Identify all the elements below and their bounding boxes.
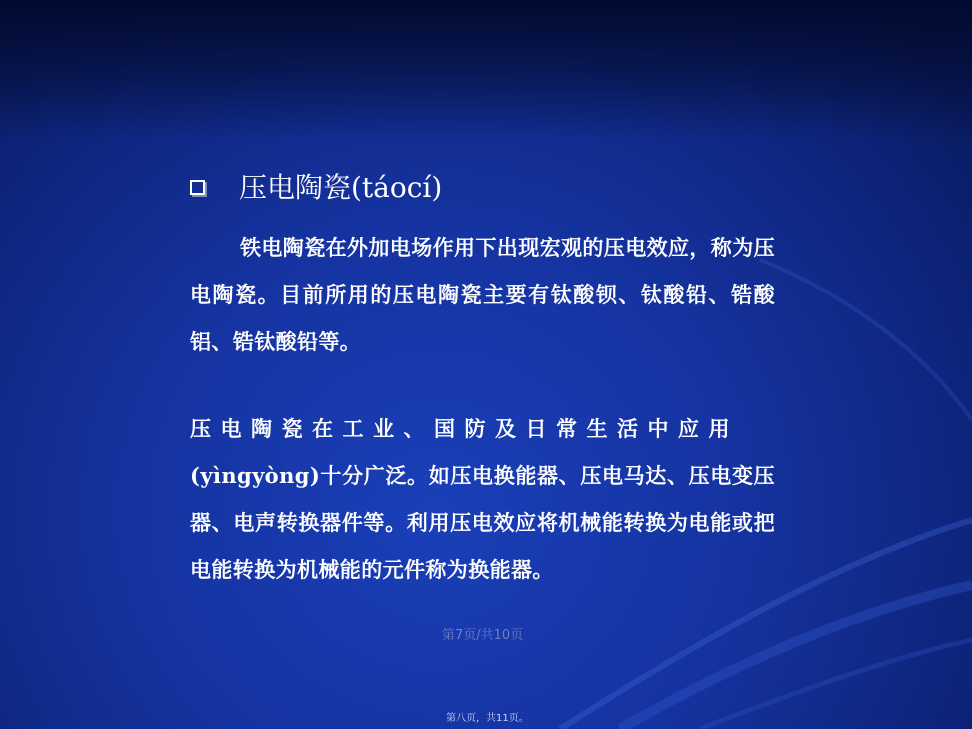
- paragraph2-line1: 压电陶瓷在工业、国防及日常生活中应用: [190, 416, 739, 441]
- paragraph2-rest: (yìngyòng)十分广泛。如压电换能器、压电马达、压电变压器、电声转换器件等。利用压电效应将机械能转换为电能或把电能转换为机械能的元件称为换能器。: [190, 463, 775, 582]
- hollow-square-bullet-icon: [190, 180, 205, 195]
- slide-heading: [190, 166, 442, 206]
- paragraph-applications: [190, 358, 775, 593]
- page-indicator: 第7页/共10页: [442, 628, 524, 643]
- paragraph-ferroelectric: [190, 224, 775, 365]
- footer-text: 第八页，共11页。: [446, 713, 529, 724]
- paragraph1-text: 铁电陶瓷在外加电场作用下出现宏观的压电效应，称为压电陶瓷。目前所用的压电陶瓷主要有钛酸钡、钛酸铅、锆酸铝、锆钛酸铅等。: [190, 235, 775, 354]
- heading-text: 压电陶瓷(táocí): [239, 171, 443, 204]
